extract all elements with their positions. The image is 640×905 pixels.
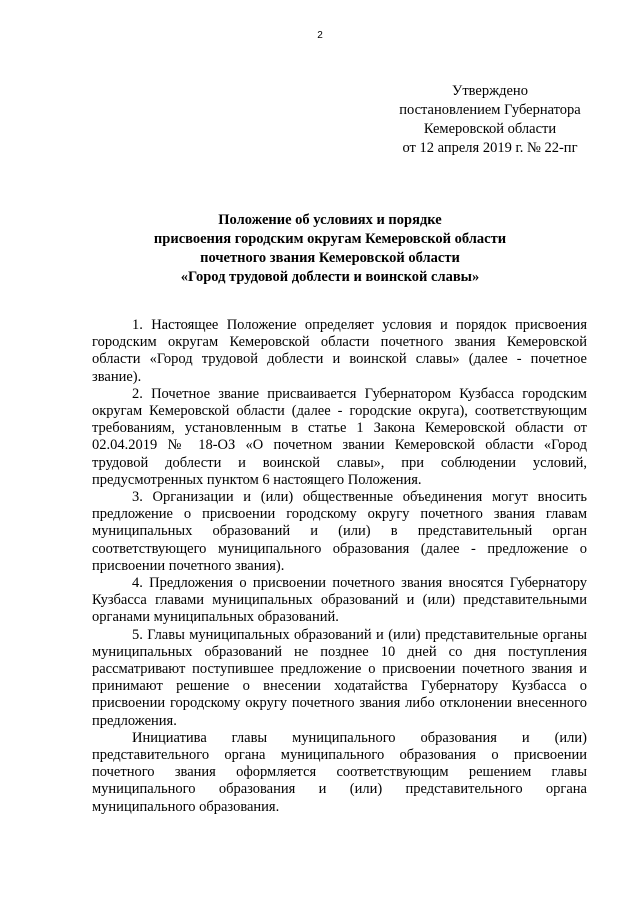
paragraph: Инициатива главы муниципального образования и (или) представительного органа муниципального образования о присвоении почетного звания оформляется соответствующим решением главы муниципального образования и (или) представительного органа муниципального образования. [92,729,587,815]
approval-block [380,82,600,158]
paragraph: 2. Почетное звание присваивается Губернатором Кузбасса городским округам Кемеровской области (далее - городские округа), соответствующим требованиям, установленным в статье 1 Закона Кемеровской области от 02.04.2019 № 18-ОЗ «О почетном звании Кемеровской области «Город трудовой доблести и воинской славы», при соблюдении условий, предусмотренных пунктом 6 настоящего Положения. [92,385,587,488]
title-line: присвоения городским округам Кемеровской области [153,231,507,247]
approval-line: постановлением Губернатора [399,102,581,118]
approval-line: Кемеровской области [423,121,557,137]
paragraph: 3. Организации и (или) общественные объединения могут вносить предложение о присвоении городскому округу почетного звания главам муниципальных образований и (или) в представительный орган соответствующего муниципального образования (далее - предложение о присвоении почетного звания). [92,489,587,574]
approval-line: от 12 апреля 2019 г. № 22-пг [402,140,578,156]
title-line: почетного звания Кемеровской области [200,250,460,266]
page-number: 2 [317,30,323,41]
paragraph: 4. Предложения о присвоении почетного звания вносятся Губернатору Кузбасса главами муниципальных образований и (или) представительными органами муниципальных образований. [92,575,587,626]
title-line: Положение об условиях и порядке [218,212,442,228]
paragraph: 1. Настоящее Положение определяет условия и порядок присвоения городским округам Кемеровской области почетного звания Кемеровской области «Город трудовой доблести и воинской славы» (далее - почетное звание). [92,317,587,385]
approval-line: Утверждено [452,83,528,99]
document-title [110,211,550,287]
paragraph: 5. Главы муниципальных образований и (или) представительные органы муниципальных образований не позднее 10 дней со дня поступления рассматривают поступившее предложение о присвоении почетного звания и принимают решение о внесении ходатайства Губернатору Кузбасса о присвоении городскому округу почетного звания либо отклонении внесенного предложения. [92,626,587,729]
title-line: «Город трудовой доблести и воинской славы» [180,269,480,285]
document-body [92,317,587,816]
